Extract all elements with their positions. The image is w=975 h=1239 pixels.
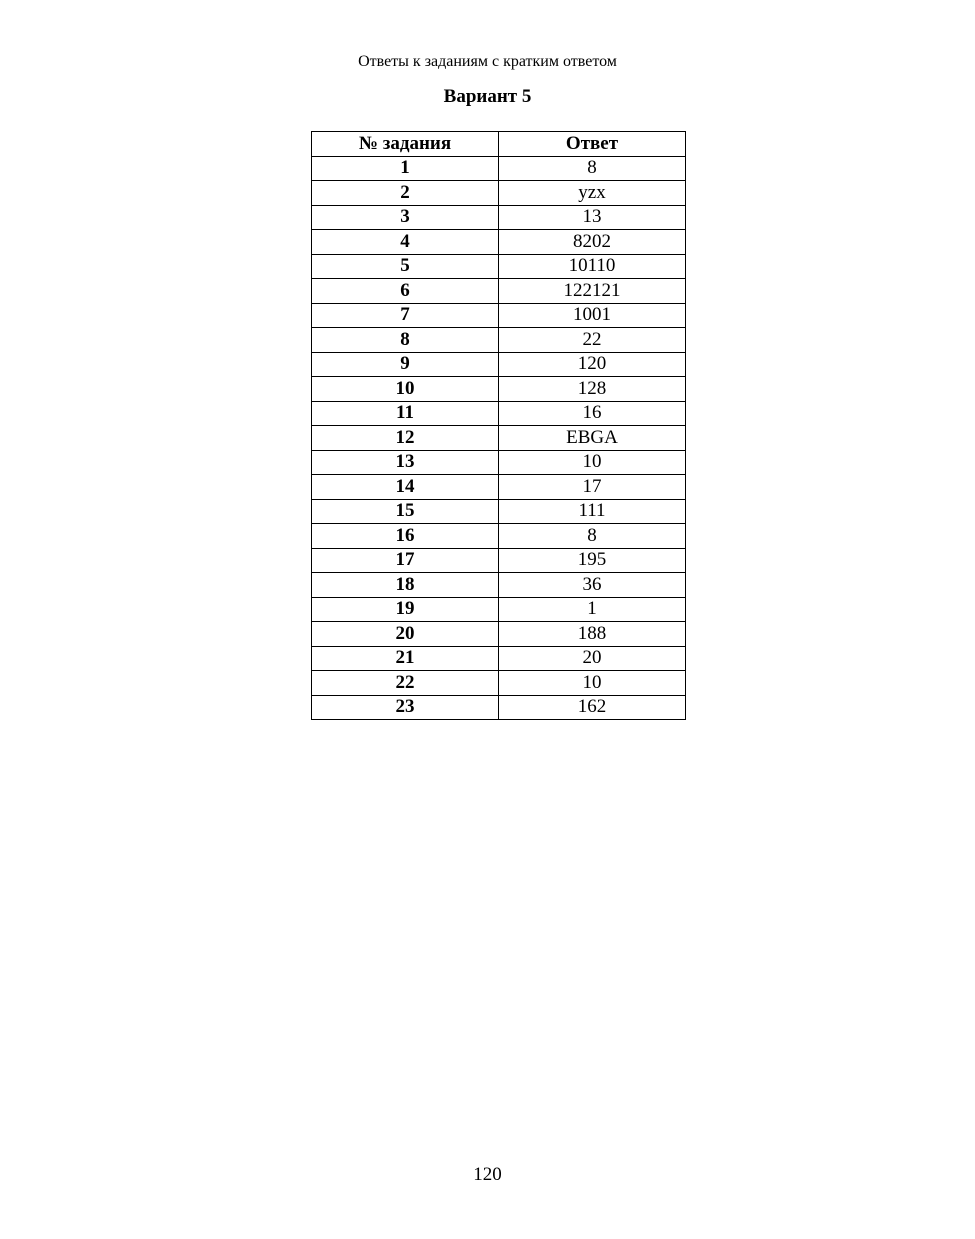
table-body: [312, 156, 686, 720]
answer-cell: 1001: [499, 303, 686, 328]
answer-cell: 17: [499, 475, 686, 500]
table-row: [312, 254, 686, 279]
answer-cell: 13: [499, 205, 686, 230]
table-row: [312, 230, 686, 255]
answer-cell: 10: [499, 450, 686, 475]
answer-cell: 1: [499, 597, 686, 622]
table-row: [312, 401, 686, 426]
answer-cell: 10: [499, 671, 686, 696]
page-header: Ответы к заданиям с кратким ответом: [358, 53, 617, 70]
column-header-answer: Ответ: [499, 132, 686, 157]
table-header-row: [312, 132, 686, 157]
answers-table: [311, 131, 686, 720]
answer-cell: 188: [499, 622, 686, 647]
task-number-cell: 2: [312, 181, 499, 206]
task-number-cell: 1: [312, 156, 499, 181]
answer-cell: 111: [499, 499, 686, 524]
task-number-cell: 9: [312, 352, 499, 377]
table-row: [312, 622, 686, 647]
table-row: [312, 671, 686, 696]
answer-cell: 120: [499, 352, 686, 377]
answer-cell: 162: [499, 695, 686, 720]
answer-cell: yzx: [499, 181, 686, 206]
table-row: [312, 450, 686, 475]
answer-cell: 20: [499, 646, 686, 671]
answer-cell: 8: [499, 524, 686, 549]
table-row: [312, 205, 686, 230]
task-number-cell: 11: [312, 401, 499, 426]
answer-cell: 16: [499, 401, 686, 426]
task-number-cell: 21: [312, 646, 499, 671]
task-number-cell: 18: [312, 573, 499, 598]
table-row: [312, 303, 686, 328]
table-row: [312, 499, 686, 524]
task-number-cell: 20: [312, 622, 499, 647]
task-number-cell: 23: [312, 695, 499, 720]
task-number-cell: 15: [312, 499, 499, 524]
answer-cell: 122121: [499, 279, 686, 304]
table-row: [312, 352, 686, 377]
answer-cell: 36: [499, 573, 686, 598]
table-row: [312, 524, 686, 549]
task-number-cell: 6: [312, 279, 499, 304]
answer-cell: 8202: [499, 230, 686, 255]
task-number-cell: 8: [312, 328, 499, 353]
table-row: [312, 695, 686, 720]
table-row: [312, 156, 686, 181]
answer-cell: 22: [499, 328, 686, 353]
task-number-cell: 5: [312, 254, 499, 279]
task-number-cell: 22: [312, 671, 499, 696]
task-number-cell: 13: [312, 450, 499, 475]
variant-title: Вариант 5: [443, 86, 532, 107]
task-number-cell: 14: [312, 475, 499, 500]
table-row: [312, 646, 686, 671]
task-number-cell: 19: [312, 597, 499, 622]
task-number-cell: 4: [312, 230, 499, 255]
task-number-cell: 10: [312, 377, 499, 402]
table-row: [312, 181, 686, 206]
table-row: [312, 475, 686, 500]
table-row: [312, 573, 686, 598]
task-number-cell: 3: [312, 205, 499, 230]
page-number: 120: [473, 1164, 502, 1185]
answer-cell: 195: [499, 548, 686, 573]
table-row: [312, 377, 686, 402]
table-row: [312, 279, 686, 304]
answer-cell: EBGA: [499, 426, 686, 451]
column-header-task-number: № задания: [312, 132, 499, 157]
task-number-cell: 17: [312, 548, 499, 573]
answer-cell: 8: [499, 156, 686, 181]
task-number-cell: 7: [312, 303, 499, 328]
table-row: [312, 328, 686, 353]
table-row: [312, 426, 686, 451]
answer-cell: 128: [499, 377, 686, 402]
task-number-cell: 12: [312, 426, 499, 451]
table-row: [312, 548, 686, 573]
task-number-cell: 16: [312, 524, 499, 549]
answer-cell: 10110: [499, 254, 686, 279]
table-row: [312, 597, 686, 622]
